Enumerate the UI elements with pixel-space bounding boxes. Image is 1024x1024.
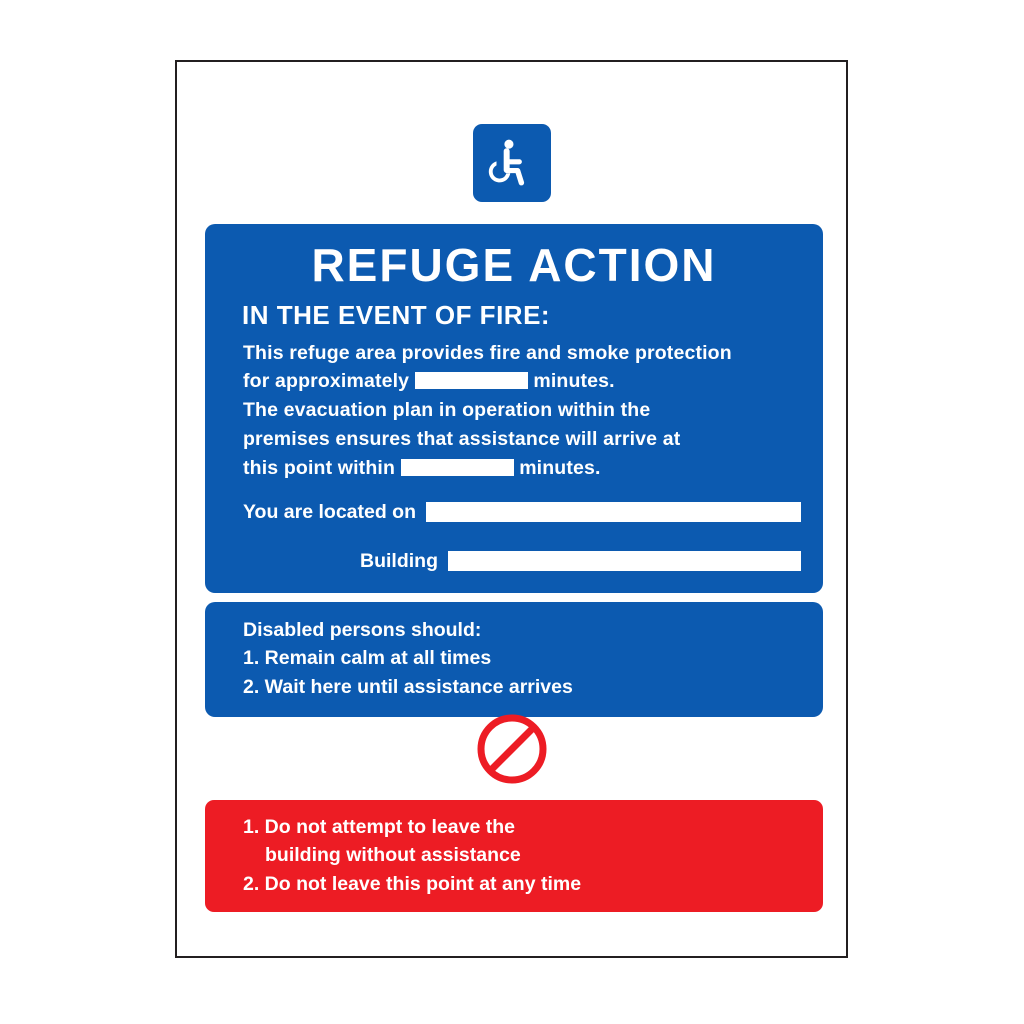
body-line-2-before: for approximately bbox=[243, 370, 410, 393]
duration-blank-field-2[interactable] bbox=[401, 459, 514, 476]
sign-subtitle: IN THE EVENT OF FIRE: bbox=[242, 299, 551, 330]
body-line-2 bbox=[243, 367, 801, 396]
page-title: REFUGE ACTION bbox=[311, 239, 717, 291]
warning-line-1: 1. Do not attempt to leave the bbox=[243, 816, 515, 838]
body-line-1: This refuge area provides fire and smoke protection bbox=[243, 341, 732, 364]
sign-body bbox=[205, 339, 823, 483]
building-field-row bbox=[205, 550, 823, 573]
building-field-label: Building bbox=[360, 549, 438, 572]
body-line-5 bbox=[243, 454, 801, 483]
warning-panel bbox=[205, 800, 823, 912]
body-line-5-before: this point within bbox=[243, 456, 396, 479]
location-field-label: You are located on bbox=[243, 500, 417, 523]
instruction-item-2: 2. Wait here until assistance arrives bbox=[243, 675, 573, 698]
duration-blank-field-1[interactable] bbox=[415, 372, 528, 389]
warning-line-3: 2. Do not leave this point at any time bbox=[243, 872, 582, 895]
body-line-4: premises ensures that assistance will arrive at bbox=[243, 428, 681, 451]
pictogram-row bbox=[177, 124, 846, 202]
body-line-3: The evacuation plan in operation within the bbox=[243, 399, 651, 422]
location-input[interactable] bbox=[426, 502, 801, 522]
refuge-action-sign bbox=[175, 60, 848, 958]
instructions-panel bbox=[205, 602, 823, 717]
prohibition-row bbox=[177, 712, 846, 786]
main-blue-panel bbox=[205, 224, 823, 593]
warning-line-2: building without assistance bbox=[265, 844, 521, 867]
building-input[interactable] bbox=[448, 551, 801, 571]
instructions-heading: Disabled persons should: bbox=[243, 619, 482, 641]
body-line-2-after: minutes. bbox=[533, 370, 615, 393]
location-field-row bbox=[205, 501, 823, 524]
wheelchair-accessible-icon bbox=[473, 124, 551, 202]
body-line-5-after: minutes. bbox=[519, 456, 601, 479]
instruction-item-1: 1. Remain calm at all times bbox=[243, 647, 492, 670]
no-entry-prohibition-icon bbox=[475, 712, 549, 786]
